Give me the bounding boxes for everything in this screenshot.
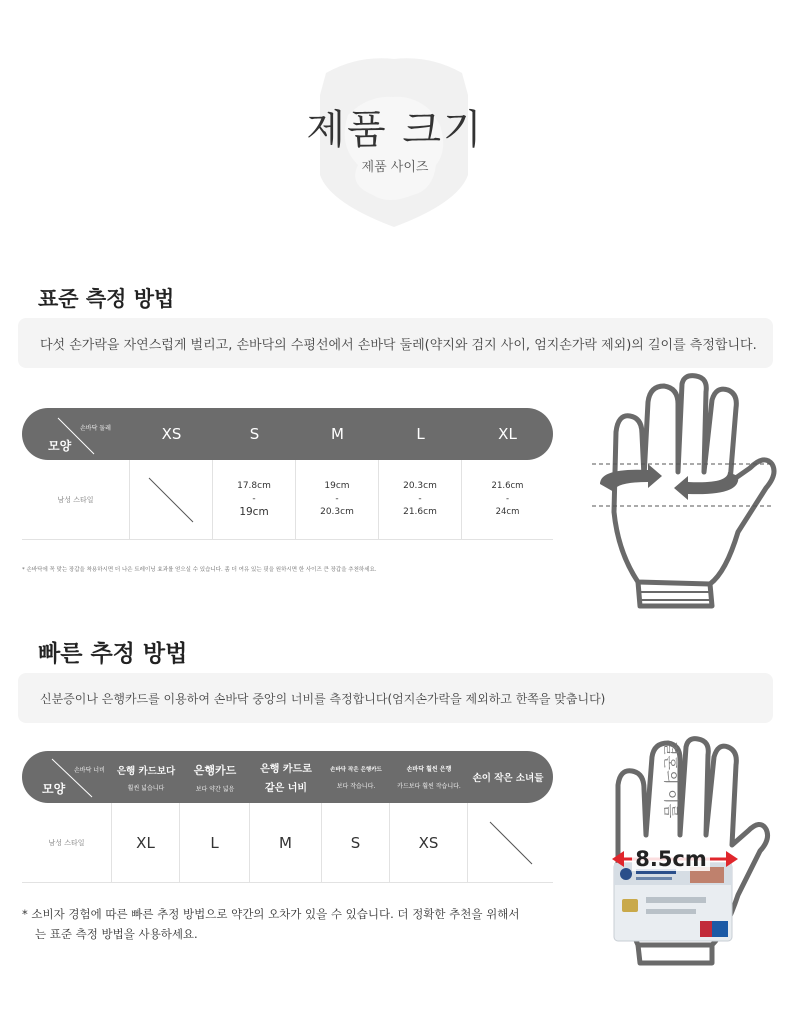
range-to: 20.3cm bbox=[320, 507, 354, 517]
row-label: 남성 스타일 bbox=[22, 460, 130, 539]
range-from: 21.6cm bbox=[491, 481, 524, 491]
corner-header-top: 손바닥 둘레 bbox=[80, 425, 111, 432]
header-line1: 은행 카드보다 bbox=[116, 765, 176, 777]
header-line2: 보다 약간 넓음 bbox=[195, 785, 235, 793]
range-dash: - bbox=[335, 494, 339, 504]
quick-cell-1: XL bbox=[112, 803, 180, 882]
quick-header-5 bbox=[390, 751, 468, 803]
table-row bbox=[22, 803, 553, 883]
standard-note: * 손바닥에 꼭 맞는 장갑을 착용하시면 더 나은 트레이닝 효과를 얻으실 수 있습니다. 좀 더 여유 있는 핏을 원하시면 한 사이즈 큰 장갑을 추천하세요. bbox=[22, 567, 377, 573]
page-title: 제품 크기 bbox=[306, 107, 484, 153]
hand-circumference-icon bbox=[588, 372, 778, 617]
range-to: 24cm bbox=[495, 507, 520, 517]
quick-header-6: 손이 작은 소녀들 bbox=[472, 773, 544, 784]
header-line1: 손바닥 작은 은행카드 bbox=[330, 766, 382, 773]
size-header-xs: XS bbox=[161, 425, 182, 443]
page-subtitle: 제품 사이즈 bbox=[361, 160, 429, 175]
range-from: 17.8cm bbox=[237, 481, 271, 491]
quick-header-1 bbox=[112, 751, 180, 803]
quick-header-2 bbox=[180, 751, 250, 803]
size-header-m: M bbox=[331, 425, 344, 443]
size-header-s: S bbox=[249, 425, 260, 443]
standard-method-title: 표준 측정 방법 bbox=[38, 287, 175, 311]
header-line2: 같은 너비 bbox=[264, 783, 308, 794]
corner-header-bottom: 모양 bbox=[42, 782, 66, 796]
table-row bbox=[22, 460, 553, 540]
quick-header-3 bbox=[250, 751, 322, 803]
range-dash: - bbox=[252, 494, 256, 504]
header-line2: 카드보다 훨씬 작습니다. bbox=[397, 783, 461, 790]
quick-note bbox=[22, 904, 520, 944]
corner-header-top: 손바닥 너비 bbox=[74, 767, 105, 774]
table-cell-m bbox=[296, 460, 379, 539]
quick-method-title: 빠른 추정 방법 bbox=[38, 641, 188, 667]
hand-card-measure-icon bbox=[608, 735, 773, 970]
quick-cell-6 bbox=[468, 803, 553, 882]
card-width-label: 8.5cm bbox=[635, 847, 707, 871]
header-line1: 은행 카드로 bbox=[260, 764, 312, 775]
header-line1: 은행카드 bbox=[193, 763, 237, 777]
standard-method-description: 다섯 손가락을 자연스럽게 벌리고, 손바닥의 수평선에서 손바닥 둘레(약지와 검지 사이, 엄지손가락 제외)의 길이를 측정합니다. bbox=[18, 318, 773, 368]
standard-table-header bbox=[22, 408, 553, 460]
range-to: 21.6cm bbox=[403, 507, 437, 517]
header-line2: 보다 작습니다. bbox=[336, 782, 376, 790]
quick-header-4 bbox=[322, 751, 390, 803]
range-to: 19cm bbox=[239, 506, 269, 518]
range-dash: - bbox=[505, 494, 510, 504]
size-header-xl: XL bbox=[498, 425, 517, 443]
size-header-l: L bbox=[416, 425, 425, 443]
header-line1: 손바닥 훨씬 은행 bbox=[406, 766, 452, 773]
quick-cell-5: XS bbox=[390, 803, 468, 882]
quick-table-header bbox=[22, 751, 553, 803]
empty-cell-slash bbox=[486, 818, 536, 868]
range-from: 19cm bbox=[324, 481, 350, 491]
corner-header-bottom: 모양 bbox=[48, 439, 72, 453]
quick-cell-2: L bbox=[180, 803, 250, 882]
quick-cell-3: M bbox=[250, 803, 322, 882]
header-line2: 훨씬 넓습니다 bbox=[127, 784, 165, 792]
range-from: 20.3cm bbox=[403, 481, 437, 491]
empty-cell-slash bbox=[146, 475, 196, 525]
hero-banner bbox=[0, 0, 790, 250]
quick-method-description: 신분증이나 은행카드를 이용하여 손바닥 중앙의 너비를 측정합니다(엄지손가락을 제외하고 한쪽을 맞춥니다) bbox=[18, 673, 773, 723]
row-label: 남성 스타일 bbox=[22, 803, 112, 882]
quick-note-line2: 는 표준 측정 방법을 사용하세요. bbox=[35, 927, 198, 941]
table-cell-xs bbox=[130, 460, 213, 539]
quick-note-line1: * 소비자 경험에 따른 빠른 추정 방법으로 약간의 오차가 있을 수 있습니다. 더 정확한 추천을 위해서 bbox=[22, 907, 520, 921]
table-cell-xl bbox=[462, 460, 553, 539]
table-cell-l bbox=[379, 460, 462, 539]
card-length-label: 결혼의 이름 bbox=[662, 741, 680, 819]
quick-cell-4: S bbox=[322, 803, 390, 882]
table-cell-s bbox=[213, 460, 296, 539]
range-dash: - bbox=[418, 494, 422, 504]
